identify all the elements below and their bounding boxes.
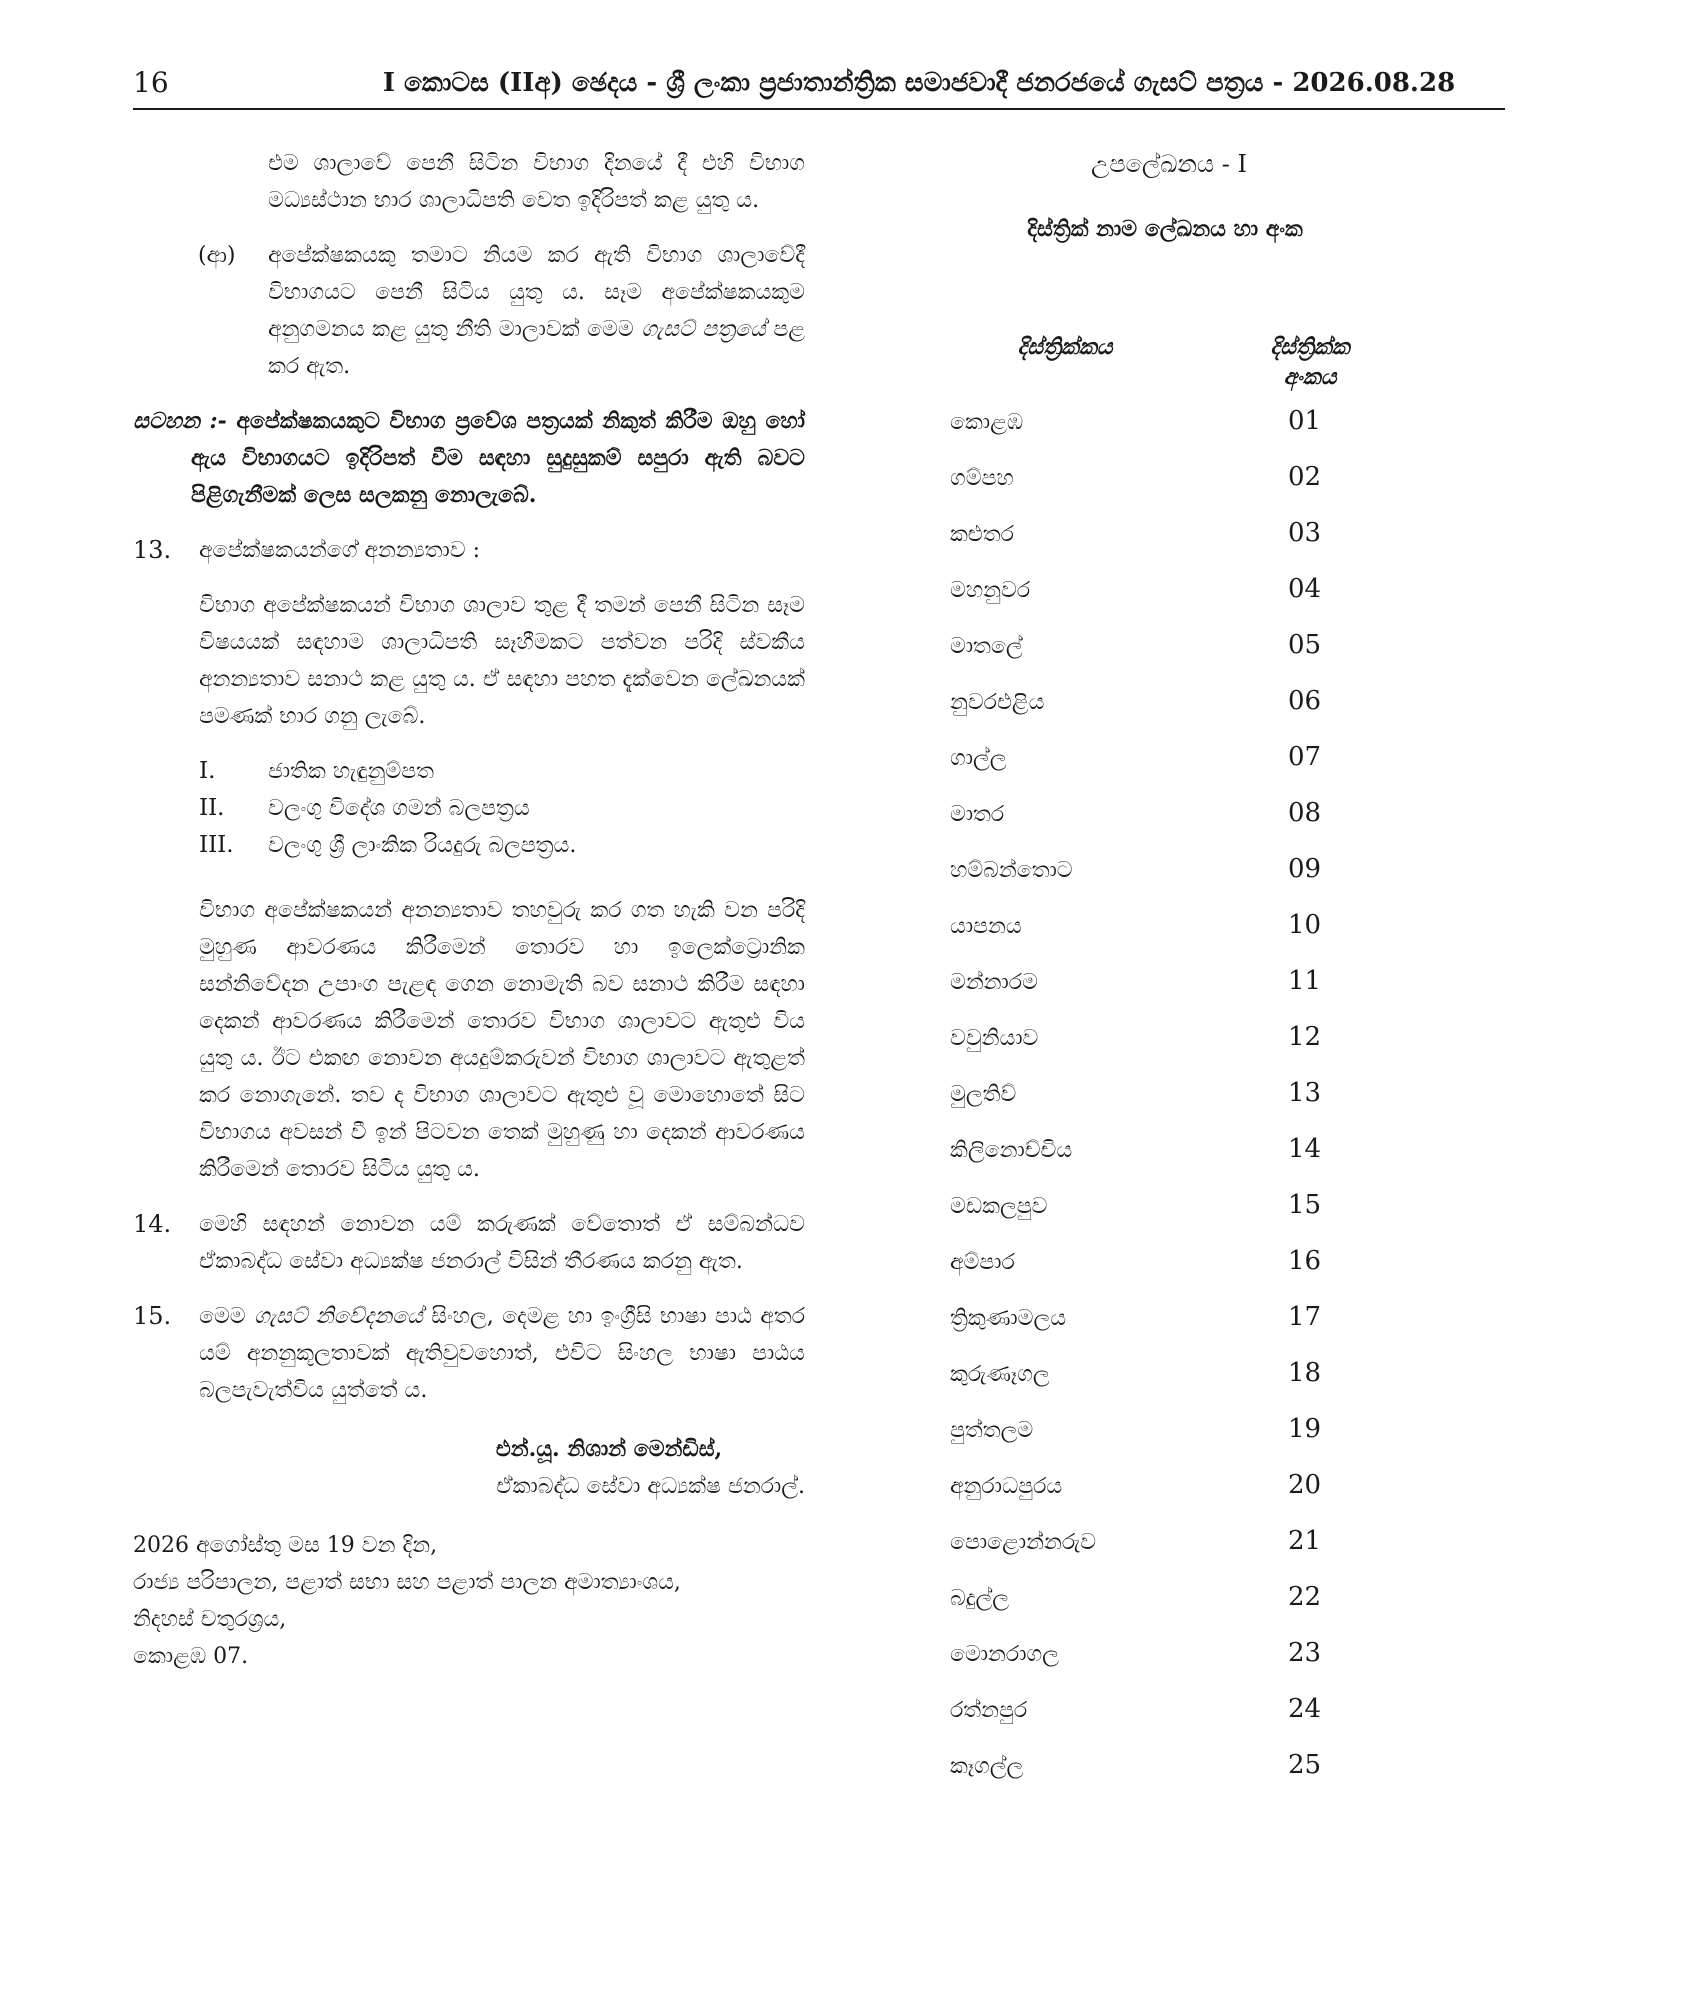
section-13-para1: විභාග අපේක්ෂකයන් විභාග ශාලාව තුළ දී තමන් පෙනී සිටින සෑම විෂයයක් සඳහාම ශාලාධිපති සෑහීමකට පත්වන පරිදි ස්වකීය අනන්‍යතාව සනාථ කළ යුතු ය. ඒ සඳහා පහත දැක්වෙන ලේඛනයක් පමණක් භාර ගනු ලැබේ. (199, 593, 805, 729)
table-row (950, 1302, 1380, 1346)
signatory-name: එන්.යූ. නිශාන් මෙන්ඩිස්, (495, 1436, 723, 1462)
list-item-number: II. (199, 795, 225, 821)
district-name: නුවරඑළිය (950, 690, 1045, 715)
list-item (199, 753, 805, 790)
list-item (199, 827, 805, 864)
list-item-text: වලංගු විදේශ ගමන් බලපත්‍රය (268, 796, 530, 821)
section-15-italic: ගැසට් නිවේදනයේ (253, 1304, 423, 1329)
header-rule (133, 108, 1505, 110)
district-name: කෑගල්ල (950, 1754, 1024, 1779)
district-name: අනුරාධපුරය (950, 1474, 1063, 1499)
section-14 (133, 1206, 805, 1280)
district-code: 02 (1288, 462, 1322, 492)
col-header-code-line2: අංකය (1283, 364, 1337, 390)
para-aa-text-a: අපේක්ෂකයකු තමාට නියම කර ඇති විභාග ශාලාවේදී විභාගයට පෙනී සිටිය යුතු ය. සෑම අපේක්ෂකයකුම අනුගමනය කළ යුතු නීති මාලාවක් මෙම (268, 243, 805, 342)
table-row (950, 910, 1380, 954)
table-row (950, 574, 1380, 618)
table-row (950, 966, 1380, 1010)
district-name: මහනුවර (950, 578, 1031, 603)
para-aa-text-b: පළ කර ඇත. (268, 317, 805, 379)
table-row (950, 742, 1380, 786)
table-row (950, 854, 1380, 898)
col-header-code (1250, 332, 1370, 392)
district-name: මොනරාගල (950, 1642, 1059, 1667)
id-document-list (199, 753, 805, 864)
section-13-heading: අපේක්ෂකයන්ගේ අනන්‍යතාව : (199, 538, 480, 563)
section-15-text-b: සිංහල, දෙමළ හා ඉංග්‍රීසි භාෂා පාඨ අතර යම් අනනුකූලතාවක් ඇතිවුවහොත්, එවිට සිංහල භාෂා පාඨය බලපැවැත්විය යුත්තේ ය. (199, 1304, 805, 1403)
signatory-designation: ඒකාබද්ධ සේවා අධ්‍යක්ෂ ජනරාල්. (496, 1474, 805, 1499)
col-header-district: දිස්ත්‍රික්කය (1017, 334, 1113, 360)
address-line: 2026 අගෝස්තු මස 19 වන දින, (133, 1533, 438, 1558)
table-row (950, 798, 1380, 842)
district-code: 06 (1288, 686, 1322, 716)
district-name: කොළඹ (950, 410, 1024, 435)
address-line: නිදහස් චතුරශ්‍රය, (133, 1607, 287, 1632)
table-row (950, 1638, 1380, 1682)
section-13-number: 13. (133, 536, 172, 564)
district-code: 10 (1288, 910, 1322, 940)
district-code: 21 (1288, 1526, 1322, 1556)
signature-block (133, 1431, 805, 1505)
district-code: 07 (1288, 742, 1322, 772)
table-row (950, 630, 1380, 674)
note (133, 403, 805, 514)
section-15-number: 15. (133, 1302, 172, 1330)
district-code: 25 (1288, 1750, 1322, 1780)
district-code: 18 (1288, 1358, 1322, 1388)
page-header (133, 66, 1505, 106)
district-code: 22 (1288, 1582, 1322, 1612)
table-row (950, 1582, 1380, 1626)
annex-subtitle: දිස්ත්‍රික් නාම ලේඛනය හා අංක (1027, 216, 1303, 242)
table-row (950, 462, 1380, 506)
district-code: 16 (1288, 1246, 1322, 1276)
district-name: රත්නපුර (950, 1698, 1028, 1723)
district-code: 04 (1288, 574, 1322, 604)
col-header-code-line1: දිස්ත්‍රික්ක (1270, 334, 1350, 360)
district-name: අම්පාර (950, 1250, 1015, 1275)
district-name: ගම්පහ (950, 466, 1014, 491)
address-line: කොළඹ 07. (133, 1644, 249, 1669)
left-column (133, 145, 805, 1675)
section-13-para2: විභාග අපේක්ෂකයන් අනන්‍යතාව තහවුරු කර ගත හැකි වන පරිදි මුහුණ ආවරණය කිරීමෙන් තොරව හා ඉලෙක්ට්‍රොනික සන්නිවේදන උපාංග පැළඳ ගෙන නොමැති බව සනාථ කිරීම සඳහා දෙකන් ආවරණය කිරීමෙන් තොරව විභාග ශාලාවට ඇතුළු විය යුතු ය. ඊට එකඟ නොවන අයදුම්කරුවන් විභාග ශාලාවට ඇතුළත් කර නොගැනේ. තව ද විභාග ශාලාවට ඇතුළු වූ මොහොතේ සිට විභාගය අවසන් වී ඉන් පිටවන තෙක් මුහුණු හා දෙකන් ආවරණය කිරීමෙන් තොරව සිටිය යුතු ය. (199, 898, 805, 1182)
district-code: 23 (1288, 1638, 1322, 1668)
district-code: 03 (1288, 518, 1322, 548)
district-code: 20 (1288, 1470, 1322, 1500)
para-a-continuation: එම ශාලාවේ පෙනී සිටින විභාග දිනයේ දී එහි විභාග මධ්‍යස්ථාන භාර ශාලාධිපති වෙත ඉදිරිපත් කළ යුතු ය. (268, 151, 805, 213)
table-row (950, 1078, 1380, 1122)
page-number: 16 (133, 66, 169, 99)
district-name: වවුනියාව (950, 1026, 1039, 1051)
para-aa-text (268, 237, 805, 385)
district-name: බදුල්ල (950, 1586, 1010, 1611)
table-row (950, 1358, 1380, 1402)
table-row (950, 1526, 1380, 1570)
list-item-number: III. (199, 832, 234, 858)
section-15 (133, 1298, 805, 1409)
address-line: රාජ්‍ය පරිපාලන, පළාත් සභා සහ පළාත් පාලන අමාත්‍යාංශය, (133, 1570, 681, 1595)
table-row (950, 1134, 1380, 1178)
district-name: කළුතර (950, 522, 1014, 547)
table-row (950, 1694, 1380, 1738)
table-row (950, 1470, 1380, 1514)
district-code: 13 (1288, 1078, 1322, 1108)
table-row (950, 686, 1380, 730)
district-code: 12 (1288, 1022, 1322, 1052)
district-name: මුලතිව් (950, 1082, 1017, 1107)
district-name: මාතලේ (950, 634, 1023, 659)
district-name: ගාල්ල (950, 746, 1007, 771)
table-row (950, 406, 1380, 450)
district-code: 15 (1288, 1190, 1322, 1220)
note-label: සටහන :- (133, 408, 227, 434)
district-name: මඩකලපුව (950, 1194, 1048, 1219)
para-aa-label: (ආ) (198, 243, 236, 268)
district-code: 24 (1288, 1694, 1322, 1724)
annex-column (950, 150, 1380, 1780)
district-name: මාතර (950, 802, 1005, 827)
district-code: 01 (1288, 406, 1322, 436)
section-13 (133, 532, 805, 1188)
table-row (950, 1750, 1380, 1794)
district-code: 11 (1288, 966, 1322, 996)
district-name: මන්නාරම (950, 970, 1038, 995)
para-aa-italic: ගැසට් පත්‍රයේ (641, 317, 766, 342)
para-aa (133, 237, 805, 385)
table-row (950, 1022, 1380, 1066)
district-name: හම්බන්තොට (950, 858, 1073, 883)
district-code: 05 (1288, 630, 1322, 660)
district-code: 08 (1288, 798, 1322, 828)
list-item-text: වලංගු ශ්‍රී ලාංකික රියදුරු බලපත්‍රය. (268, 833, 577, 858)
table-row (950, 1190, 1380, 1234)
district-name: පුත්තලම (950, 1418, 1034, 1443)
list-item-text: ජාතික හැඳුනුම්පත (268, 759, 434, 784)
table-row (950, 518, 1380, 562)
annex-title: උපලේඛනය - I (1091, 150, 1247, 178)
district-name: පොළොන්නරුව (950, 1530, 1097, 1555)
section-15-text (199, 1298, 805, 1409)
district-code: 19 (1288, 1414, 1322, 1444)
list-item (199, 790, 805, 827)
table-row (950, 1414, 1380, 1458)
district-code: 14 (1288, 1134, 1322, 1164)
district-code: 17 (1288, 1302, 1322, 1332)
table-row (950, 1246, 1380, 1290)
district-name: ත්‍රිකුණාමලය (950, 1306, 1067, 1331)
list-item-number: I. (199, 758, 216, 784)
section-14-number: 14. (133, 1210, 172, 1238)
note-text: අපේක්ෂකයකුට විභාග ප්‍රවේශ පත්‍රයක් නිකුත් කිරීම ඔහු හෝ ඇය විභාගයට ඉදිරිපත් වීම සඳහා සුදුසුකම් සපුරා ඇති බවට පිළිගැනීමක් ලෙස සලකනු නොලැබේ. (191, 408, 805, 508)
header-title: I කොටස (IIඅ) ඡෙදය - ශ්‍රී ලංකා ප්‍රජාතාන්ත්‍රික සමාජවාදී ජනරජයේ ගැසට් පත්‍රය - 2026.08.28 (382, 68, 1456, 98)
district-name: කිලිනොච්චිය (950, 1138, 1073, 1163)
district-code: 09 (1288, 854, 1322, 884)
district-name: කුරුණෑගල (950, 1362, 1050, 1387)
section-15-text-a: මෙම (199, 1304, 254, 1329)
issue-address (133, 1527, 805, 1675)
section-14-text: මෙහි සඳහන් නොවන යම් කරුණක් වේතොත් ඒ සම්බන්ධව ඒකාබද්ධ සේවා අධ්‍යක්ෂ ජනරාල් විසින් තීරණය කරනු ඇත. (199, 1212, 805, 1274)
district-name: යාපනය (950, 914, 1022, 939)
